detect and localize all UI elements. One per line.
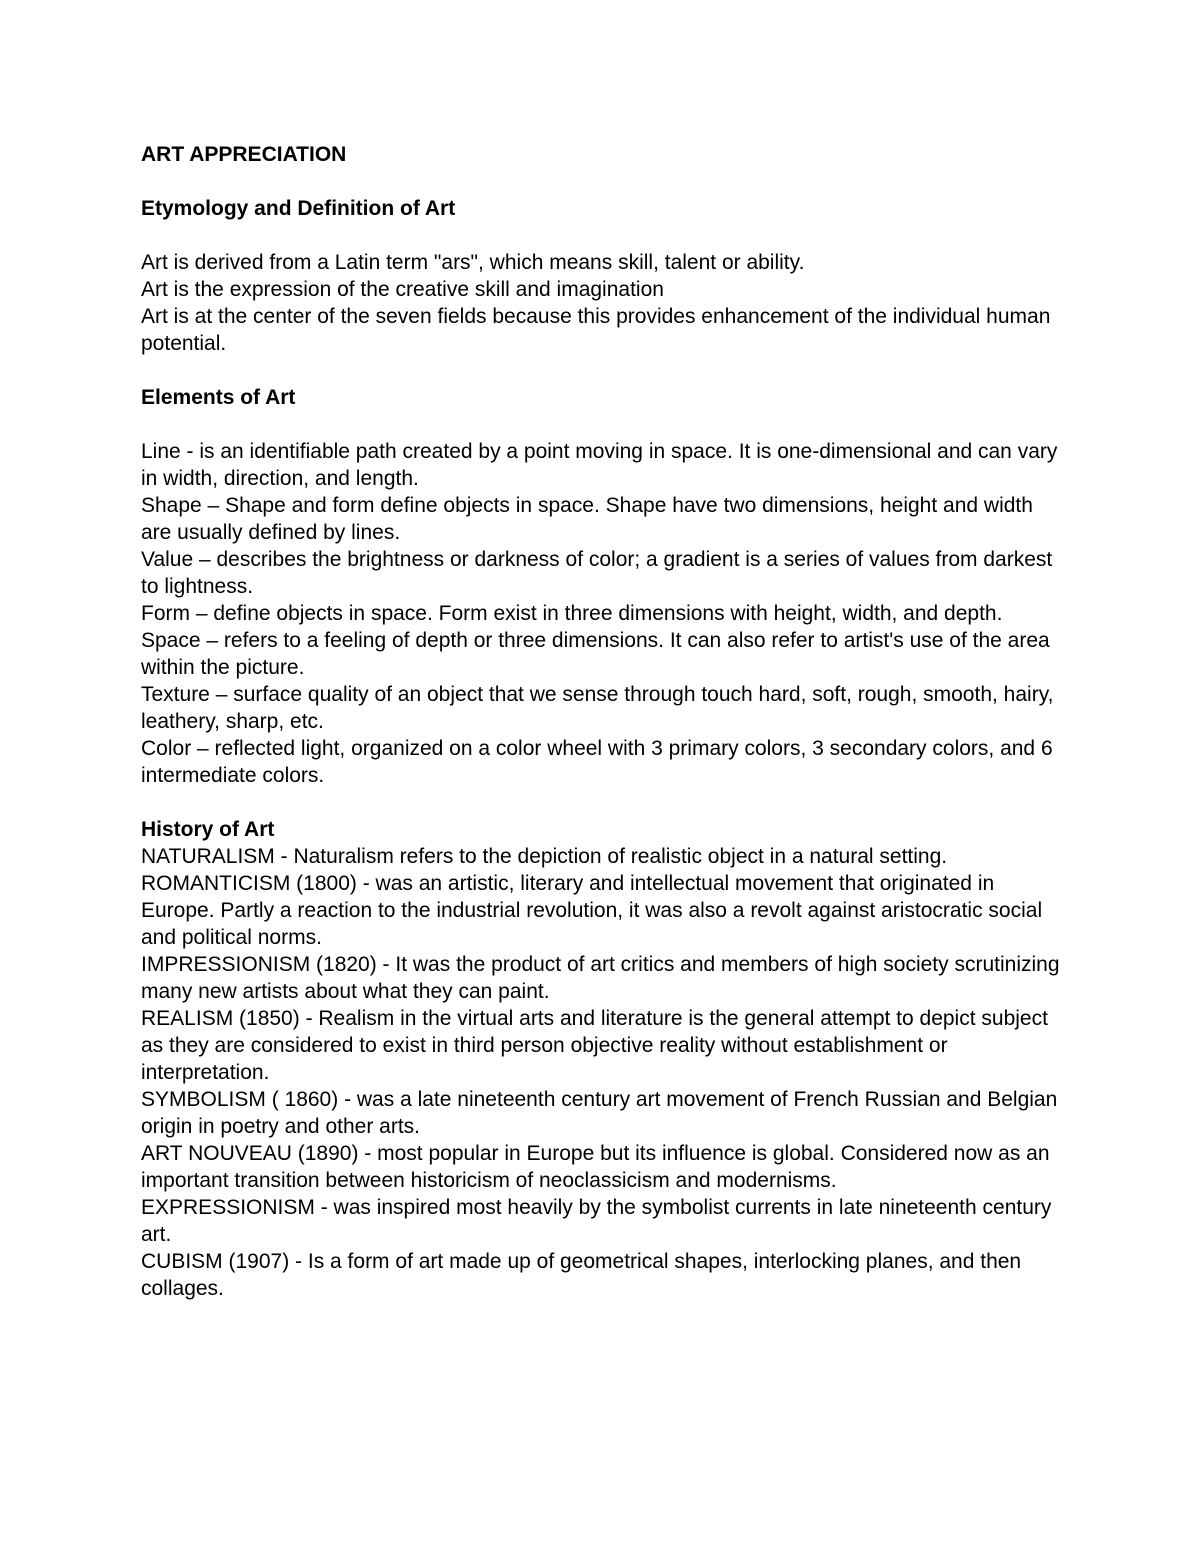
history-symbolism: SYMBOLISM ( 1860) - was a late nineteenth century art movement of French Russian and Belgian origin in poetry and other arts.	[141, 1088, 1058, 1138]
etymology-line: Art is at the center of the seven fields because this provides enhancement of the individual human potential.	[141, 305, 1051, 355]
element-form: Form – define objects in space. Form exist in three dimensions with height, width, and depth.	[141, 602, 1003, 625]
history-romanticism: ROMANTICISM (1800) - was an artistic, literary and intellectual movement that originated in Europe. Partly a reaction to the industrial revolution, it was also a revolt against aristocratic social and political norms.	[141, 872, 1043, 949]
element-value: Value – describes the brightness or darkness of color; a gradient is a series of values from darkest to lightness.	[141, 548, 1053, 598]
element-color: Color – reflected light, organized on a color wheel with 3 primary colors, 3 secondary colors, and 6 intermediate colors.	[141, 737, 1053, 787]
spacer	[141, 789, 1061, 816]
document-page	[141, 141, 1061, 1302]
history-naturalism: NATURALISM - Naturalism refers to the depiction of realistic object in a natural setting.	[141, 845, 948, 868]
history-cubism: CUBISM (1907) - Is a form of art made up of geometrical shapes, interlocking planes, and then collages.	[141, 1250, 1022, 1300]
element-texture: Texture – surface quality of an object that we sense through touch hard, soft, rough, smooth, hairy, leathery, sharp, etc.	[141, 683, 1054, 733]
element-line: Line - is an identifiable path created by a point moving in space. It is one-dimensional and can vary in width, direction, and length.	[141, 440, 1058, 490]
document-title: ART APPRECIATION	[141, 143, 347, 166]
spacer	[141, 222, 1061, 249]
spacer	[141, 357, 1061, 384]
heading-history: History of Art	[141, 818, 275, 841]
history-art-nouveau: ART NOUVEAU (1890) - most popular in Europe but its influence is global. Considered now as an important transition between historicism of neoclassicism and modernisms.	[141, 1142, 1050, 1192]
etymology-line: Art is derived from a Latin term "ars", which means skill, talent or ability.	[141, 251, 805, 274]
etymology-line: Art is the expression of the creative skill and imagination	[141, 278, 664, 301]
spacer	[141, 168, 1061, 195]
element-space: Space – refers to a feeling of depth or three dimensions. It can also refer to artist's use of the area within the picture.	[141, 629, 1050, 679]
history-expressionism: EXPRESSIONISM - was inspired most heavily by the symbolist currents in late nineteenth century art.	[141, 1196, 1052, 1246]
history-impressionism: IMPRESSIONISM (1820) - It was the product of art critics and members of high society scrutinizing many new artists about what they can paint.	[141, 953, 1060, 1003]
heading-etymology: Etymology and Definition of Art	[141, 197, 456, 220]
heading-elements: Elements of Art	[141, 386, 296, 409]
element-shape: Shape – Shape and form define objects in space. Shape have two dimensions, height and width are usually defined by lines.	[141, 494, 1033, 544]
spacer	[141, 411, 1061, 438]
history-realism: REALISM (1850) - Realism in the virtual arts and literature is the general attempt to depict subject as they are considered to exist in third person objective reality without establishment or interpretation.	[141, 1007, 1048, 1084]
